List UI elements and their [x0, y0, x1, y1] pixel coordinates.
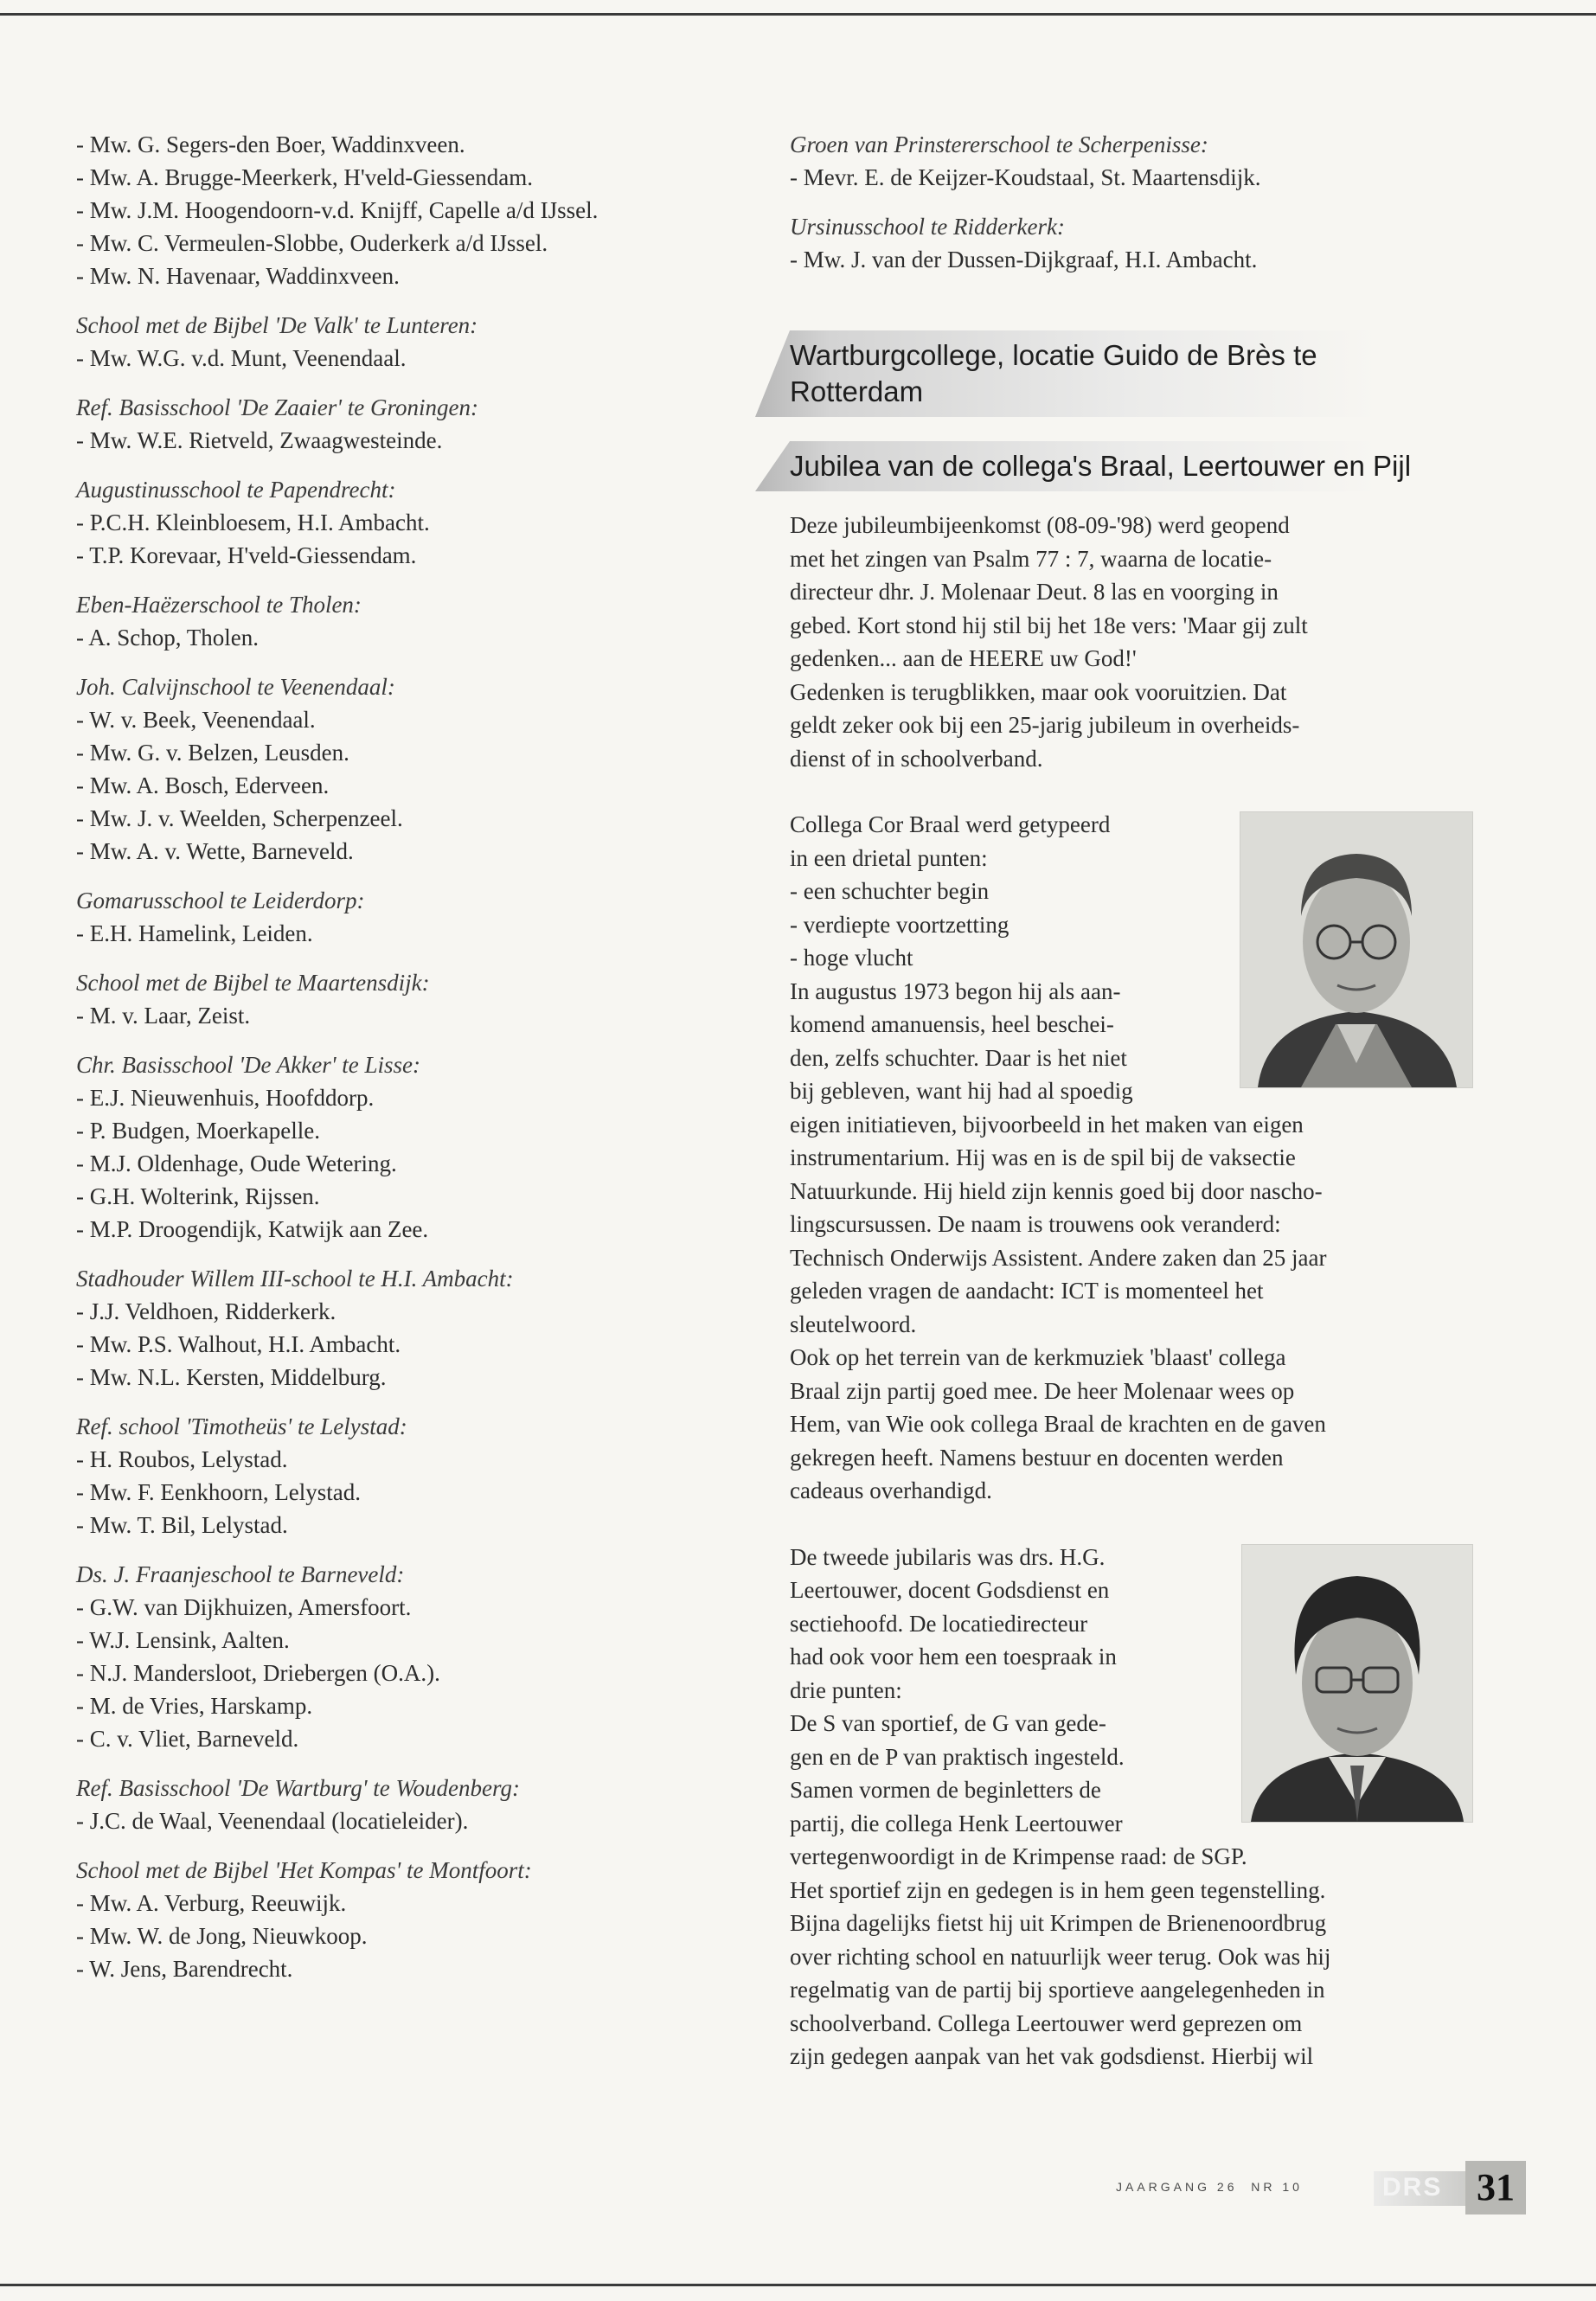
text-line: Het sportief zijn en gedegen is in hem geen tegenstelling. [790, 1876, 1326, 1903]
text-line: gedenken... aan de HEERE uw God!' [790, 645, 1137, 671]
school-name: Ref. Basisschool 'De Zaaier' te Groningen: [76, 394, 478, 420]
jubilarian-entry: - Mw. G. v. Belzen, Leusden. [76, 740, 349, 766]
school-name: Ref. school 'Timotheüs' te Lelystad: [76, 1413, 407, 1439]
heading-jubilea-text: Jubilea van de collega's Braal, Leertouwer en Pijl [790, 450, 1412, 482]
heading-line-1: Wartburgcollege, locatie Guido de Brès te [790, 339, 1317, 371]
text-line: Natuurkunde. Hij hield zijn kennis goed bij door nascho- [790, 1177, 1323, 1204]
school-name: Groen van Prinstererschool te Scherpenisse: [790, 131, 1208, 157]
school-group [76, 884, 751, 950]
text-line: Braal zijn partij goed mee. De heer Molenaar wees op [790, 1377, 1295, 1404]
school-group [76, 1854, 751, 1985]
footer-issue [1116, 2180, 1303, 2194]
jubilarian-entry: - J.C. de Waal, Veenendaal (locatieleider). [76, 1808, 469, 1834]
page-number: 31 [1465, 2161, 1526, 2214]
footer-jaargang: JAARGANG 26 [1116, 2180, 1238, 2194]
school-name: School met de Bijbel te Maartensdijk: [76, 970, 430, 996]
text-line: instrumentarium. Hij was en is de spil bij de vaksectie [790, 1144, 1296, 1170]
jubilarian-entry: - Mevr. E. de Keijzer-Koudstaal, St. Maartensdijk. [790, 164, 1261, 190]
jubilarian-entry: - Mw. J.M. Hoogendoorn-v.d. Knijff, Capelle a/d IJssel. [76, 197, 599, 223]
jubilarian-entry: - W. Jens, Barendrecht. [76, 1956, 293, 1982]
text-line: partij, die collega Henk Leertouwer [790, 1810, 1123, 1836]
text-line: schoolverband. Collega Leertouwer werd geprezen om [790, 2009, 1303, 2036]
text-line: Leertouwer, docent Godsdienst en [790, 1577, 1110, 1603]
jubilarian-entry: - Mw. A. Bosch, Ederveen. [76, 772, 330, 798]
text-line: gen en de P van praktisch ingesteld. [790, 1743, 1125, 1770]
school-name: Augustinusschool te Papendrecht: [76, 477, 396, 503]
intro-paragraph [790, 509, 1473, 775]
school-group [76, 128, 751, 292]
jubilarian-entry: - P.C.H. Kleinbloesem, H.I. Ambacht. [76, 510, 430, 535]
text-line: - een schuchter begin [790, 878, 990, 904]
jubilarian-entry: - M.P. Droogendijk, Katwijk aan Zee. [76, 1216, 429, 1242]
text-line: in een drietal punten: [790, 844, 988, 871]
text-line: Ook op het terrein van de kerkmuziek 'blaast' collega [790, 1344, 1286, 1370]
text-line: In augustus 1973 begon hij als aan- [790, 977, 1121, 1004]
text-line: directeur dhr. J. Molenaar Deut. 8 las en voorging in [790, 579, 1279, 605]
school-group [76, 670, 751, 868]
jubilarian-entry: - E.H. Hamelink, Leiden. [76, 920, 313, 946]
text-line: den, zelfs schuchter. Daar is het niet [790, 1044, 1127, 1071]
school-name: Joh. Calvijnschool te Veenendaal: [76, 674, 395, 700]
text-line: lingscursussen. De naam is trouwens ook veranderd: [790, 1211, 1281, 1237]
jubilarian-entry: - G.W. van Dijkhuizen, Amersfoort. [76, 1594, 412, 1620]
school-group [76, 391, 751, 457]
text-line: komend amanuensis, heel beschei- [790, 1011, 1114, 1037]
school-group [790, 210, 1473, 276]
text-line: met het zingen van Psalm 77 : 7, waarna de locatie- [790, 545, 1272, 572]
jubilarian-entry: - J.J. Veldhoen, Ridderkerk. [76, 1298, 337, 1324]
school-name: Stadhouder Willem III-school te H.I. Ambacht: [76, 1266, 514, 1292]
jubilarian-entry: - W.J. Lensink, Aalten. [76, 1627, 290, 1653]
jubilarian-entry: - Mw. N.L. Kersten, Middelburg. [76, 1364, 387, 1390]
jubilarian-entry: - N.J. Mandersloot, Driebergen (O.A.). [76, 1660, 440, 1686]
school-group [76, 1262, 751, 1394]
school-group [76, 1410, 751, 1541]
right-column [790, 128, 1473, 2073]
school-name: Eben-Haëzerschool te Tholen: [76, 592, 362, 618]
school-group [76, 309, 751, 375]
text-line: - hoge vlucht [790, 945, 913, 971]
top-rule [0, 13, 1596, 16]
text-line: vertegenwoordigt in de Krimpense raad: de SGP. [790, 1843, 1247, 1869]
jubilarian-entry: - P. Budgen, Moerkapelle. [76, 1118, 320, 1144]
text-line: Technisch Onderwijs Assistent. Andere zaken dan 25 jaar [790, 1244, 1327, 1271]
leertouwer-article [790, 1541, 1473, 2073]
text-line: - verdiepte voortzetting [790, 911, 1010, 938]
jubilarian-entry: - Mw. J. v. Weelden, Scherpenzeel. [76, 805, 403, 831]
text-line: drie punten: [790, 1676, 902, 1703]
jubilarian-entry: - Mw. G. Segers-den Boer, Waddinxveen. [76, 131, 465, 157]
school-group [76, 1772, 751, 1837]
jubilarian-entry: - H. Roubos, Lelystad. [76, 1446, 288, 1472]
jubilarian-entry: - Mw. T. Bil, Lelystad. [76, 1512, 288, 1538]
jubilarian-entry: - Mw. W. de Jong, Nieuwkoop. [76, 1923, 368, 1949]
jubilarian-entry: - T.P. Korevaar, H'veld-Giessendam. [76, 542, 417, 568]
jubilarian-entry: - C. v. Vliet, Barneveld. [76, 1726, 299, 1752]
text-line: Hem, van Wie ook collega Braal de krachten en de gaven [790, 1411, 1326, 1437]
right-school-list [790, 128, 1473, 276]
braal-article [790, 808, 1473, 1508]
text-line: regelmatig van de partij bij sportieve aangelegenheden in [790, 1977, 1325, 2003]
text-line: sleutelwoord. [790, 1311, 917, 1337]
school-name: Chr. Basisschool 'De Akker' te Lisse: [76, 1052, 421, 1078]
school-group [76, 966, 751, 1032]
text-line: Samen vormen de beginletters de [790, 1777, 1101, 1803]
text-line: De S van sportief, de G van gede- [790, 1710, 1106, 1736]
jubilarian-entry: - M.J. Oldenhage, Oude Wetering. [76, 1150, 397, 1176]
text-line: Collega Cor Braal werd getypeerd [790, 811, 1111, 837]
text-line: zijn gedegen aanpak van het vak godsdienst. Hierbij wil [790, 2043, 1314, 2069]
school-group [76, 588, 751, 654]
text-line: De tweede jubilaris was drs. H.G. [790, 1543, 1106, 1570]
text-line: sectiehoofd. De locatiedirecteur [790, 1610, 1088, 1637]
school-group [790, 128, 1473, 194]
school-name: School met de Bijbel 'De Valk' te Lunteren: [76, 312, 478, 338]
school-name: Gomarusschool te Leiderdorp: [76, 888, 365, 913]
jubilarian-entry: - Mw. F. Eenkhoorn, Lelystad. [76, 1479, 362, 1505]
jubilarian-entry: - Mw. J. van der Dussen-Dijkgraaf, H.I. Ambacht. [790, 247, 1258, 272]
text-line: geldt zeker ook bij een 25-jarig jubileum in overheids- [790, 712, 1300, 738]
photo-cor-braal [1240, 811, 1473, 1088]
school-group [76, 473, 751, 572]
jubilarian-entry: - Mw. A. v. Wette, Barneveld. [76, 838, 354, 864]
section-heading-wartburg [790, 330, 1473, 417]
school-name: School met de Bijbel 'Het Kompas' te Montfoort: [76, 1857, 532, 1883]
text-line: over richting school en natuurlijk weer terug. Ook was hij [790, 1943, 1331, 1970]
heading-line-2: Rotterdam [790, 375, 924, 407]
jubilarian-entry: - Mw. A. Verburg, Reeuwijk. [76, 1890, 347, 1916]
bottom-rule [0, 2284, 1596, 2286]
school-name: Ds. J. Fraanjeschool te Barneveld: [76, 1561, 405, 1587]
text-line: gekregen heeft. Namens bestuur en docenten werden [790, 1444, 1284, 1471]
text-line: dienst of in schoolverband. [790, 745, 1043, 772]
jubilarian-entry: - Mw. N. Havenaar, Waddinxveen. [76, 263, 400, 289]
jubilarian-entry: - W. v. Beek, Veenendaal. [76, 707, 316, 733]
jubilarian-entry: - G.H. Wolterink, Rijssen. [76, 1183, 320, 1209]
page-footer [1116, 2161, 1531, 2221]
footer-nr: NR 10 [1251, 2180, 1303, 2194]
section-heading-jubilea [790, 441, 1473, 491]
text-line: geleden vragen de aandacht: ICT is momenteel het [790, 1278, 1264, 1304]
photo-henk-leertouwer [1241, 1544, 1473, 1823]
school-name: Ref. Basisschool 'De Wartburg' te Woudenberg: [76, 1775, 520, 1801]
text-line: gebed. Kort stond hij stil bij het 18e vers: 'Maar gij zult [790, 612, 1308, 638]
jubilarian-entry: - Mw. W.E. Rietveld, Zwaagwesteinde. [76, 427, 443, 453]
jubilarian-entry: - A. Schop, Tholen. [76, 625, 259, 651]
magazine-logo-text: DRS [1382, 2173, 1443, 2202]
jubilarian-entry: - Mw. W.G. v.d. Munt, Veenendaal. [76, 345, 407, 371]
jubilarian-entry: - M. de Vries, Harskamp. [76, 1693, 313, 1719]
text-line: Gedenken is terugblikken, maar ook vooruitzien. Dat [790, 678, 1287, 705]
school-group [76, 1558, 751, 1755]
text-line: had ook voor hem een toespraak in [790, 1644, 1117, 1670]
left-column [76, 128, 751, 2002]
text-line: Deze jubileumbijeenkomst (08-09-'98) werd geopend [790, 512, 1290, 538]
school-name: Ursinusschool te Ridderkerk: [790, 214, 1065, 240]
school-group [76, 1048, 751, 1246]
jubilarian-entry: - Mw. P.S. Walhout, H.I. Ambacht. [76, 1331, 401, 1357]
jubilarian-entry: - M. v. Laar, Zeist. [76, 1003, 251, 1029]
jubilarian-entry: - Mw. C. Vermeulen-Slobbe, Ouderkerk a/d IJssel. [76, 230, 548, 256]
jubilarian-entry: - E.J. Nieuwenhuis, Hoofddorp. [76, 1085, 375, 1111]
jubilarian-entry: - Mw. A. Brugge-Meerkerk, H'veld-Giessendam. [76, 164, 533, 190]
text-line: Bijna dagelijks fietst hij uit Krimpen de Brienenoordbrug [790, 1910, 1327, 1936]
text-line: eigen initiatieven, bijvoorbeeld in het maken van eigen [790, 1111, 1304, 1138]
text-line: cadeaus overhandigd. [790, 1477, 992, 1503]
text-line: bij gebleven, want hij had al spoedig [790, 1078, 1133, 1104]
